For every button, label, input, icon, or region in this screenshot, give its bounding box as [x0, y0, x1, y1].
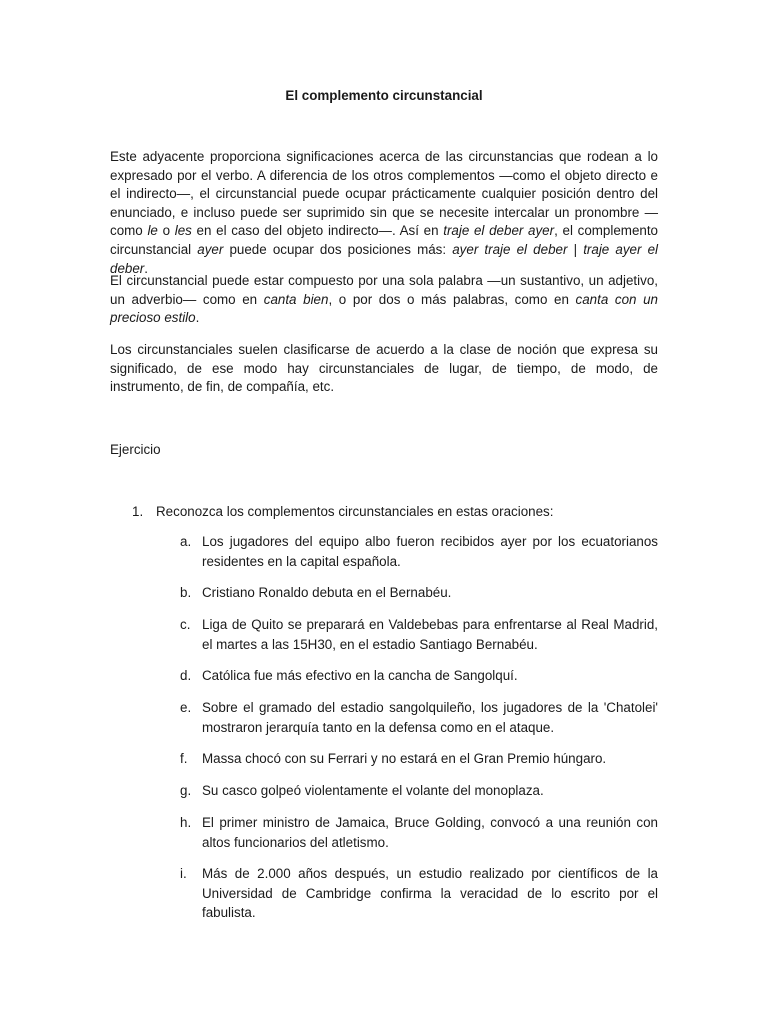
list-item: [180, 583, 658, 603]
sentence-list: [180, 532, 658, 935]
list-item: [180, 698, 658, 737]
list-item-text: Su casco golpeó violentamente el volante del monoplaza.: [202, 783, 544, 799]
list-item: [180, 813, 658, 852]
list-item-text: Liga de Quito se preparará en Valdebebas para enfrentarse al Real Madrid, el martes a las 15H30, en el estadio Santiago Bernabéu.: [202, 617, 658, 652]
paragraph-3: Los circunstanciales suelen clasificarse de acuerdo a la clase de noción que expresa su significado, de ese modo hay circunstanciales de lugar, de tiempo, de modo, de instrumento, de fin, de compañía, etc.: [110, 342, 658, 395]
list-item-letter: i.: [180, 866, 187, 882]
list-item-letter: e.: [180, 700, 192, 716]
list-number: 1.: [132, 504, 144, 519]
paragraph-1-text: .: [144, 260, 148, 276]
list-item-text: Massa chocó con su Ferrari y no estará en el Gran Premio húngaro.: [202, 751, 607, 767]
list-item-text: Cristiano Ronaldo debuta en el Bernabéu.: [202, 585, 452, 601]
list-item: [180, 864, 658, 923]
paragraph-1-text: , el complemento circunstancial: [110, 223, 659, 257]
paragraph-2-italic-example: canta con un precioso estilo: [110, 291, 658, 326]
list-item: [180, 666, 658, 686]
document-title: El complemento circunstancial: [285, 88, 483, 103]
list-item-letter: g.: [180, 783, 192, 799]
list-item: [180, 781, 658, 801]
paragraph-1-text: Este adyacente proporciona significaciones acerca de las circunstancias que rodean a lo expresado por el verbo. A diferencia de los otros complementos —como el objeto directo e el indirecto—, el circunstancial puede ocupar prácticamente cualquier posición dentro del enunciado, e incluso puede ser suprimido sin que se necesite intercalar un pronombre —como: [110, 149, 658, 239]
list-item: [180, 532, 658, 571]
list-item: [180, 749, 658, 769]
exercise-heading: Ejercicio: [110, 442, 161, 457]
list-item: [180, 615, 658, 654]
paragraph-1-italic-example: ayer traje el deber: [452, 241, 568, 257]
list-item-text: Los jugadores del equipo albo fueron recibidos ayer por los ecuatorianos residentes en la capital española.: [202, 534, 658, 569]
paragraph-1-italic-example: traje el deber ayer: [443, 223, 555, 239]
list-item-letter: h.: [180, 815, 192, 831]
paragraph-2-text: .: [195, 310, 200, 326]
paragraph-1-italic-les: les: [174, 223, 192, 239]
list-item-text: Más de 2.000 años después, un estudio realizado por científicos de la Universidad de Cambridge confirma la veracidad de lo escrito por el fabulista.: [202, 866, 658, 921]
list-item-letter: a.: [180, 534, 192, 549]
list-item-text: Católica fue más efectivo en la cancha de Sangolquí.: [202, 668, 518, 684]
list-item-letter: d.: [180, 668, 192, 684]
paragraph-1-separator: |: [567, 241, 584, 257]
paragraph-1-italic-le: le: [147, 223, 158, 239]
list-item-letter: c.: [180, 617, 191, 633]
numbered-list-item: [132, 502, 662, 521]
paragraph-1-text: o: [157, 223, 175, 239]
paragraph-2-text: , o por dos o más palabras, como en: [328, 291, 576, 307]
paragraph-1: [110, 148, 658, 278]
paragraph-1-italic-ayer: ayer: [197, 241, 224, 257]
list-item-letter: b.: [180, 585, 192, 601]
list-item-text: Sobre el gramado del estadio sangolquileño, los jugadores de la 'Chatolei' mostraron jerarquía tanto en la defensa como en el ataque.: [202, 700, 658, 735]
paragraph-2: [110, 272, 658, 328]
paragraph-1-text: en el caso del objeto indirecto—. Así en: [191, 223, 444, 239]
paragraph-1-italic-example: traje ayer el deber: [110, 241, 659, 276]
paragraph-2-italic-example: canta bien: [263, 291, 329, 307]
list-item-letter: f.: [180, 751, 188, 767]
paragraph-1-text: puede ocupar dos posiciones más:: [223, 241, 453, 257]
paragraph-2-text: El circunstancial puede estar compuesto por una sola palabra —un sustantivo, un adjetivo, un adverbio— como en: [110, 273, 658, 307]
list-item-text: Reconozca los complementos circunstanciales en estas oraciones:: [156, 504, 554, 519]
list-item-text: El primer ministro de Jamaica, Bruce Golding, convocó a una reunión con altos funcionarios del atletismo.: [202, 815, 658, 850]
